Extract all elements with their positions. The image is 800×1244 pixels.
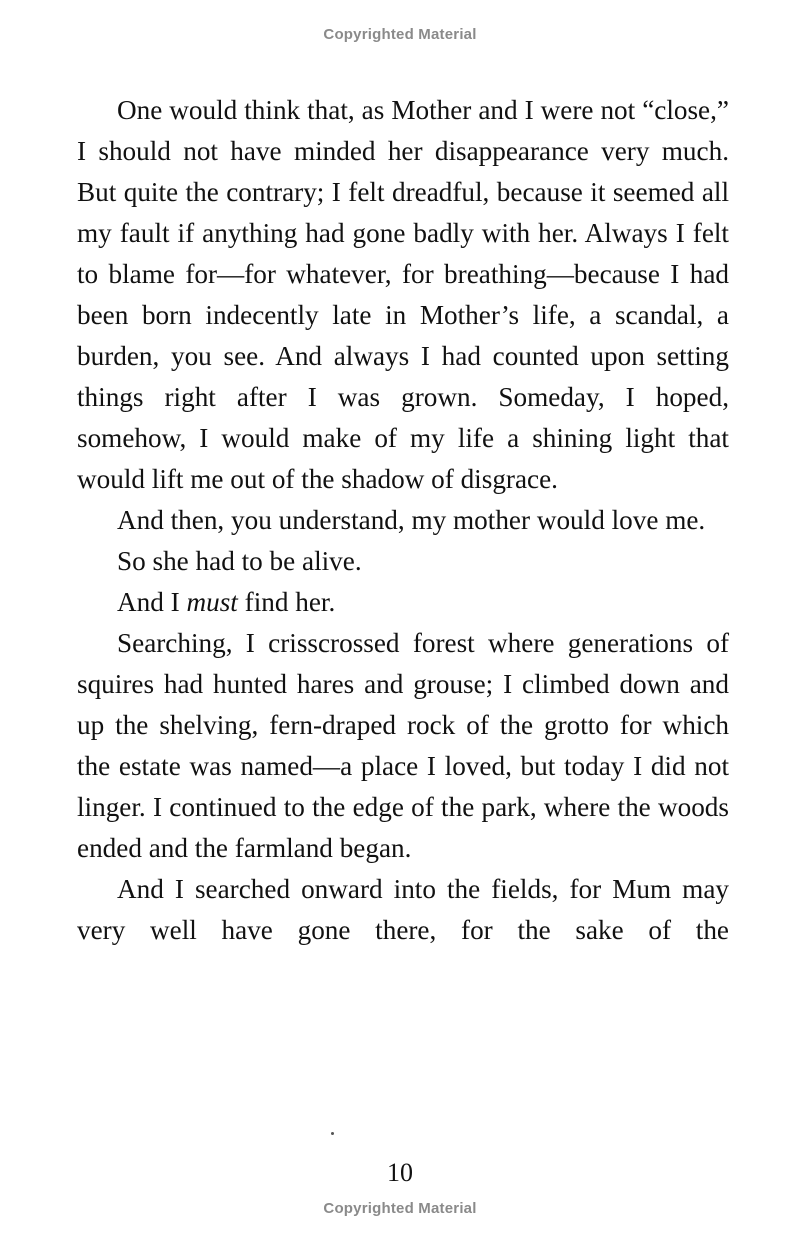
copyright-watermark-top: Copyrighted Material: [323, 26, 477, 43]
paragraph: And then, you understand, my mother would love me.: [117, 505, 706, 535]
page-number: 10: [387, 1158, 413, 1187]
paragraph: And I searched onward into the fields, for Mum may very well have gone there, for the sake of the: [77, 874, 729, 945]
emphasized-word: must: [186, 587, 238, 617]
paragraph-text: And I: [117, 587, 187, 617]
paragraph: Searching, I crisscrossed forest where generations of squires had hunted hares and grouse; I climbed down and up the shelving, fern-draped rock of the grotto for which the estate was named—a place I loved, but today I did not linger. I continued to the edge of the park, where the woods ended and the farmland began.: [77, 628, 729, 863]
body-text: [77, 90, 729, 951]
paragraph: So she had to be alive.: [117, 546, 362, 576]
print-speck: [331, 1132, 334, 1135]
paragraph: One would think that, as Mother and I were not “close,” I should not have minded her disappearance very much. But quite the contrary; I felt dreadful, because it seemed all my fault if anything had gone badly with her. Always I felt to blame for—for whatever, for breathing—because I had been born indecently late in Mother’s life, a scandal, a burden, you see. And always I had counted upon setting things right after I was grown. Someday, I hoped, somehow, I would make of my life a shining light that would lift me out of the shadow of disgrace.: [77, 95, 729, 494]
paragraph: [77, 582, 729, 623]
paragraph-text: find her.: [237, 587, 336, 617]
copyright-watermark-bottom: Copyrighted Material: [323, 1200, 477, 1217]
